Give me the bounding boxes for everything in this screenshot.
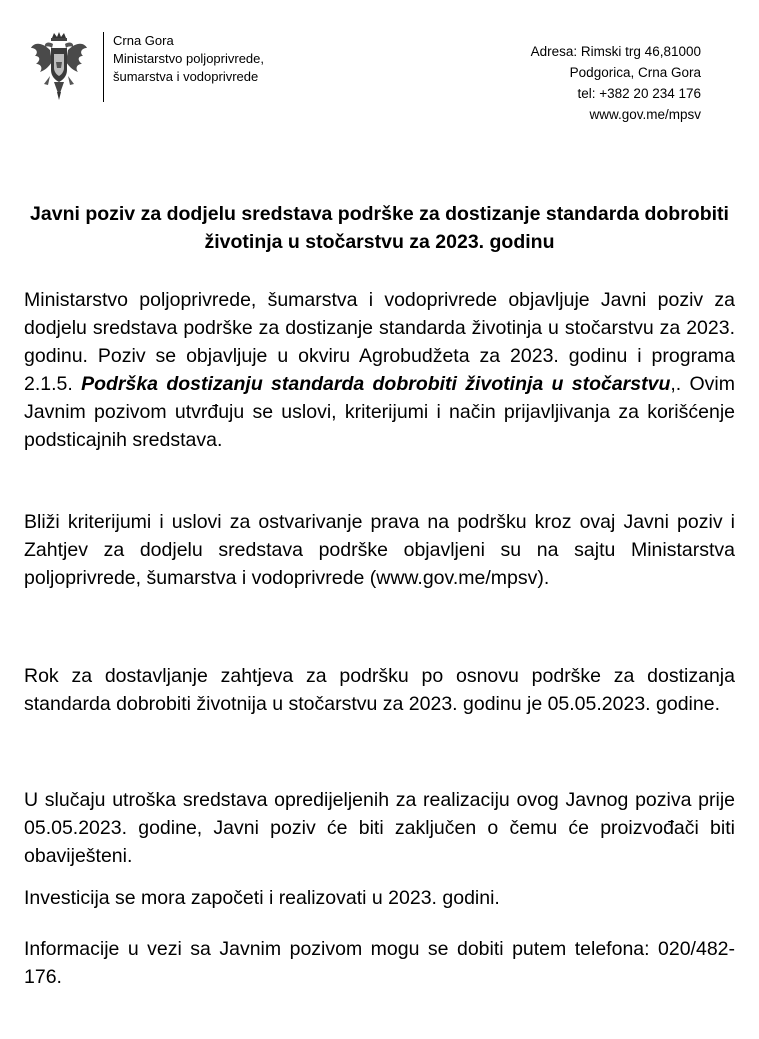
intro-text-start: Ministarstvo poljoprivrede, šumarstva i vodoprivrede objavljuje Javni poziv za dodjelu sredstava podrške za dostizanje standarda životinja u stočarstvu za 2023. godinu. Poziv se objavljuje u okviru Agrobudžeta za 2023. godinu i programa 2.1.5.: [24, 289, 735, 395]
phone-number: tel: +382 20 234 176: [577, 86, 701, 101]
ministry-name-line2: šumarstva i vodoprivrede: [113, 69, 259, 84]
coat-of-arms-icon: [30, 32, 88, 100]
paragraph-deadline: Rok za dostavljanje zahtjeva za podršku po osnovu podrške za dostizanja standarda dobrobiti životnija u stočarstvu za 2023. godinu je 05.05.2023. godine.: [24, 665, 735, 715]
paragraph-criteria: Bliži kriterijumi i uslovi za ostvarivanje prava na podršku kroz ovaj Javni poziv i Zahtjev za dodjelu sredstava podrške objavljeni su na sajtu Ministarstva poljoprivrede, šumarstva i vodoprivrede (www.gov.me/mpsv).: [24, 511, 735, 589]
ministry-name-block: [113, 32, 264, 86]
intro-text-end: ,. Ovim Javnim pozivom utvrđuju se uslovi, kriterijumi i način prijavljivanja za korišćenje podsticajnih sredstava.: [24, 373, 735, 451]
contact-block: [531, 41, 701, 125]
ministry-name-line1: Ministarstvo poljoprivrede,: [113, 51, 265, 66]
paragraph-contact-info: Informacije u vezi sa Javnim pozivom mogu se dobiti putem telefona: 020/482-176.: [24, 938, 735, 988]
paragraph-intro: [24, 286, 735, 454]
paragraph-funds-exhaustion: U slučaju utroška sredstava opredijeljenih za realizaciju ovog Javnog poziva prije 05.05.2023. godine, Javni poziv će biti zaključen o čemu će proizvođači biti obaviješteni.: [24, 789, 735, 867]
address-line2: Podgorica, Crna Gora: [569, 65, 701, 80]
document-title: Javni poziv za dodjelu sredstava podrške za dostizanje standarda dobrobiti životinja u stočarstvu za 2023. godinu: [30, 203, 729, 253]
header-divider: [103, 32, 104, 102]
paragraph-investment: Investicija se mora započeti i realizovati u 2023. godini.: [24, 887, 500, 909]
address-line1: Adresa: Rimski trg 46,81000: [530, 44, 701, 59]
country-name: Crna Gora: [113, 33, 174, 48]
program-name: Podrška dostizanju standarda dobrobiti životinja u stočarstvu: [81, 373, 671, 395]
website-link[interactable]: www.gov.me/mpsv: [589, 107, 701, 122]
